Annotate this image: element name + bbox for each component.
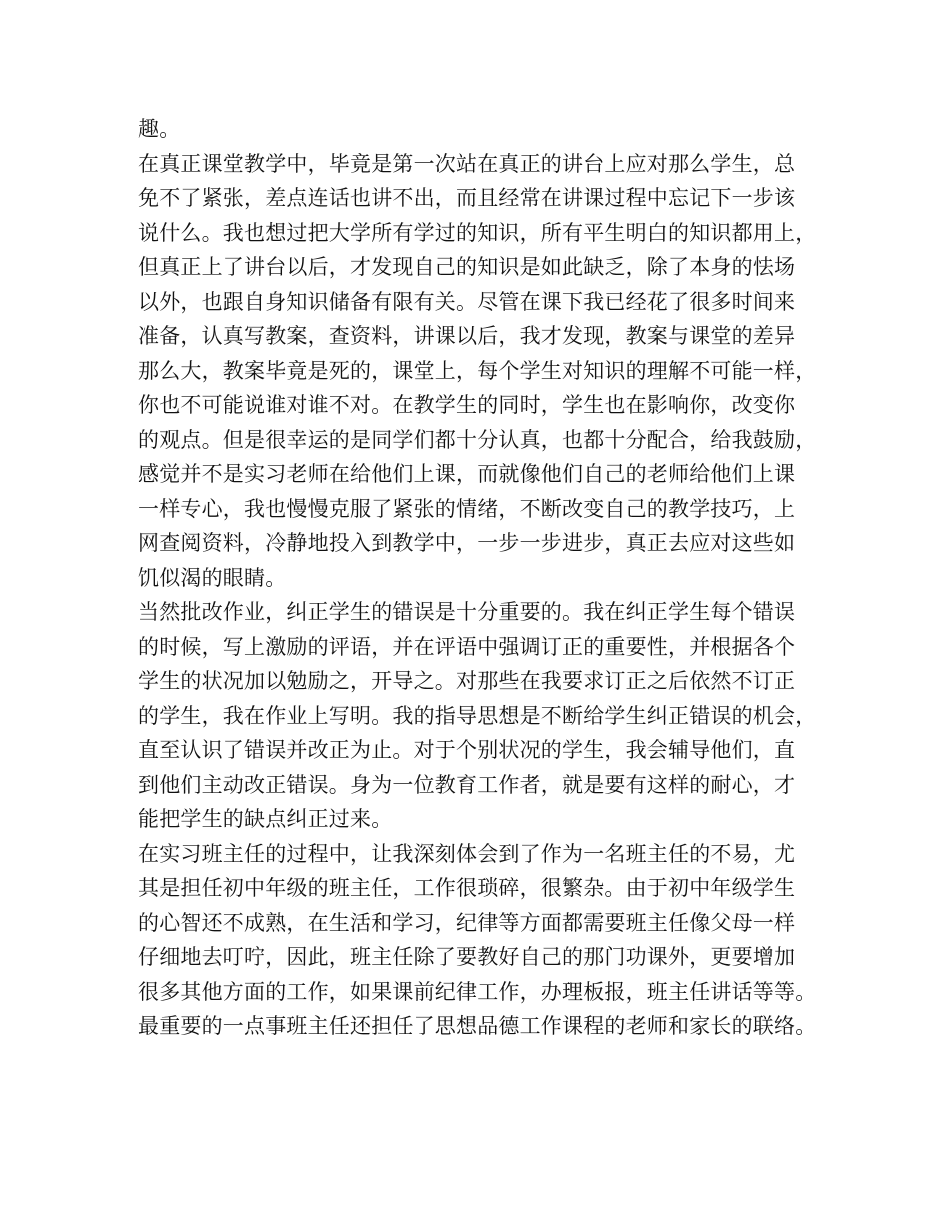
text-line: 仔细地去叮咛，因此，班主任除了要教好自己的那门功课外，更要增加 (138, 945, 796, 969)
text-line: 的学生，我在作业上写明。我的指导思想是不断给学生纠正错误的机会， (138, 703, 817, 728)
text-line: 饥似渴的眼睛。 (138, 565, 287, 590)
text-line: 在真正课堂教学中，毕竟是第一次站在真正的讲台上应对那么学生，总 (138, 151, 796, 176)
text-line: 一样专心，我也慢慢克服了紧张的情绪，不断改变自己的教学技巧，上 (138, 496, 796, 521)
text-line: 最重要的一点事班主任还担任了思想品德工作课程的老师和家长的联络。 (138, 1014, 817, 1038)
text-line: 但真正上了讲台以后，才发现自己的知识是如此缺乏，除了本身的怯场 (138, 255, 796, 279)
text-line: 那么大，教案毕竟是死的，课堂上，每个学生对知识的理解不可能一样， (138, 358, 817, 383)
text-line: 其是担任初中年级的班主任，工作很琐碎，很繁杂。由于初中年级学生 (138, 876, 796, 900)
text-line: 以外，也跟自身知识储备有限有关。尽管在课下我已经花了很多时间来 (138, 289, 796, 314)
text-line: 趣。 (138, 117, 181, 141)
text-line: 到他们主动改正错误。身为一位教育工作者，就是要有这样的耐心，才 (138, 772, 796, 797)
text-line: 的心智还不成熟，在生活和学习，纪律等方面都需要班主任像父母一样 (138, 910, 796, 935)
text-line: 免不了紧张，差点连话也讲不出，而且经常在讲课过程中忘记下一步该 (138, 186, 796, 210)
text-line: 很多其他方面的工作，如果课前纪律工作，办理板报，班主任讲话等等。 (138, 979, 817, 1004)
text-line: 的观点。但是很幸运的是同学们都十分认真，也都十分配合，给我鼓励， (138, 427, 817, 452)
text-line: 当然批改作业，纠正学生的错误是十分重要的。我在纠正学生每个错误 (138, 600, 796, 624)
text-line: 能把学生的缺点纠正过来。 (138, 807, 393, 831)
text-line: 你也不可能说谁对谁不对。在教学生的同时，学生也在影响你，改变你 (138, 393, 796, 417)
text-line: 在实习班主任的过程中，让我深刻体会到了作为一名班主任的不易，尤 (138, 841, 796, 866)
text-line: 直至认识了错误并改正为止。对于个别状况的学生，我会辅导他们，直 (138, 738, 796, 762)
text-line: 准备，认真写教案，查资料，讲课以后，我才发现，教案与课堂的差异 (138, 324, 796, 348)
text-line: 的时候，写上激励的评语，并在评语中强调订正的重要性，并根据各个 (138, 634, 796, 659)
body-text (138, 112, 828, 1044)
text-line: 感觉并不是实习老师在给他们上课，而就像他们自己的老师给他们上课 (138, 462, 796, 486)
text-line: 说什么。我也想过把大学所有学过的知识，所有平生明白的知识都用上， (138, 220, 817, 245)
text-line: 学生的状况加以勉励之，开导之。对那些在我要求订正之后依然不订正 (138, 669, 796, 693)
text-line: 网查阅资料，冷静地投入到教学中，一步一步进步，真正去应对这些如 (138, 531, 796, 555)
